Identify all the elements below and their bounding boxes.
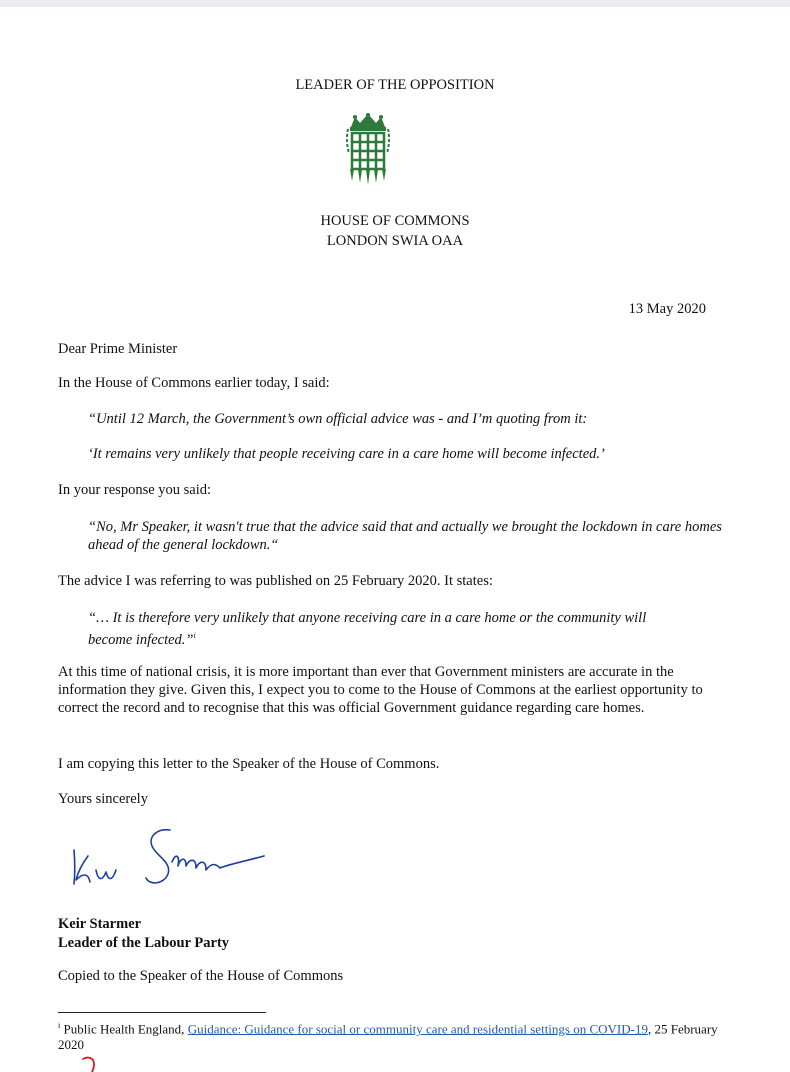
address-line-2: LONDON SWIA OAA <box>326 233 464 249</box>
footnote <box>58 1018 718 1053</box>
paragraph-3: The advice I was referring to was published on 25 February 2020. It states: <box>58 573 493 589</box>
footnote-divider <box>58 1012 266 1013</box>
paragraph-2: In your response you said: <box>58 482 212 498</box>
salutation: Dear Prime Minister <box>58 341 178 357</box>
paragraph-4: At this time of national crisis, it is more important than ever that Government ministers are accurate in the information they give. Given this, I expect you to come to the House of Commons at the earliest opportunity to correct the record and to recognise that this was official Government guidance regarding care homes. <box>58 664 703 716</box>
quote-3: “No, Mr Speaker, it wasn't true that the advice said that and actually we brought the lockdown in care homes ahead of the general lockdown.“ <box>88 519 722 553</box>
letter-date: 13 May 2020 <box>628 301 706 317</box>
quote-1: “Until 12 March, the Government’s own official advice was - and I’m quoting from it: <box>88 411 588 427</box>
address-line-1: HOUSE OF COMMONS <box>320 213 470 229</box>
quote-4-text: “… It is therefore very unlikely that anyone receiving care in a care home or the community will become infected.” <box>88 610 647 648</box>
signer-title: Leader of the Labour Party <box>58 935 230 951</box>
footnote-marker: i <box>58 1021 61 1030</box>
paragraph-1: In the House of Commons earlier today, I said: <box>58 375 330 391</box>
letterhead-title: LEADER OF THE OPPOSITION <box>295 77 495 93</box>
handwritten-signature <box>68 822 268 902</box>
quote-2: ‘It remains very unlikely that people receiving care in a care home will become infected.’ <box>88 446 605 462</box>
paragraph-5: I am copying this letter to the Speaker of the House of Commons. <box>58 756 440 772</box>
footnote-reference: i <box>193 631 196 640</box>
viewer-top-bar <box>0 0 790 7</box>
footnote-link[interactable]: Guidance: Guidance for social or community care and residential settings on COVID-19 <box>187 1021 648 1037</box>
quote-4 <box>88 609 648 649</box>
closing: Yours sincerely <box>58 791 148 807</box>
footnote-source: Public Health England, <box>63 1021 185 1037</box>
red-annotation-mark <box>82 1056 100 1072</box>
signer-name: Keir Starmer <box>58 916 142 932</box>
footnote-date: , 25 February 2020 <box>58 1021 718 1053</box>
copied-to: Copied to the Speaker of the House of Commons <box>58 968 344 984</box>
portcullis-emblem-icon <box>346 113 390 187</box>
